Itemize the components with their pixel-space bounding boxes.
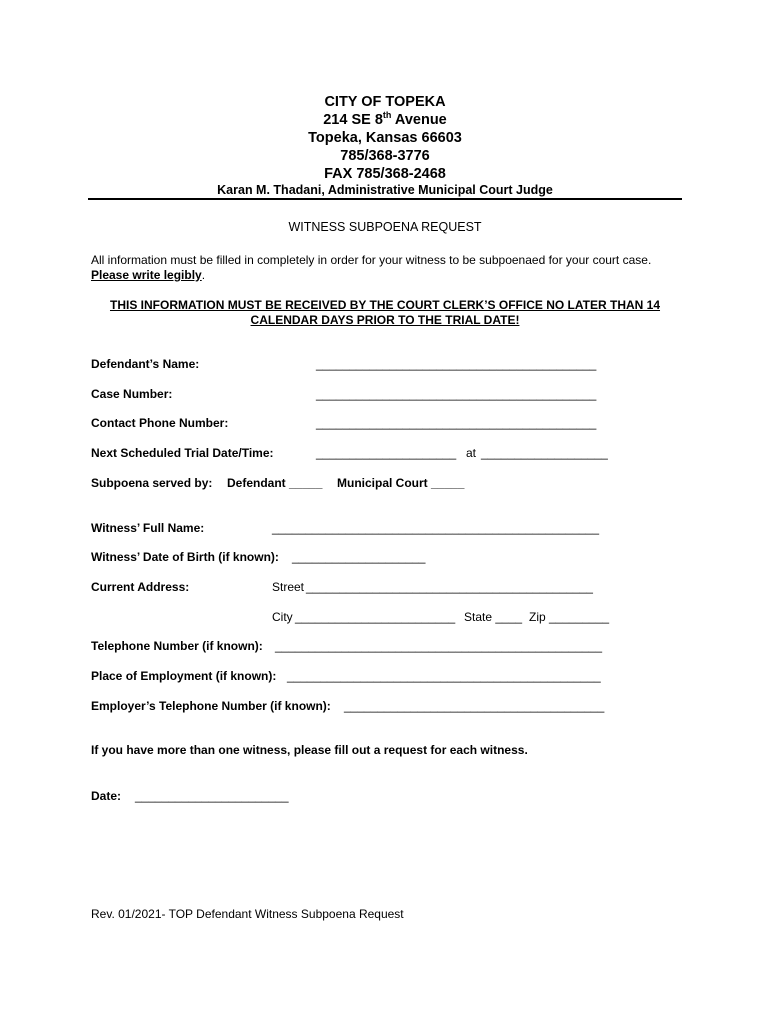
employer-phone-label: Employer’s Telephone Number (if known): <box>91 699 331 713</box>
intro-text: All information must be filled in completely in order for your witness to be subpoenaed for your court case. <box>91 253 652 267</box>
address-city: Topeka, Kansas 66603 <box>308 130 462 146</box>
address-street <box>0 112 770 128</box>
employer-phone-field[interactable]: _______________________________________ <box>344 699 605 713</box>
case-number-field[interactable]: __________________________________________ <box>316 387 597 401</box>
deadline-notice-2: CALENDAR DAYS PRIOR TO THE TRIAL DATE! <box>250 313 520 327</box>
street-label: Street <box>272 580 305 594</box>
street-prefix: 214 SE 8 <box>323 112 383 128</box>
witness-name-label: Witness’ Full Name: <box>91 521 205 535</box>
served-by-label: Subpoena served by: <box>91 476 213 490</box>
intro-legibly <box>91 268 205 282</box>
contact-phone-field[interactable]: __________________________________________ <box>316 416 597 430</box>
revision-footer: Rev. 01/2021- TOP Defendant Witness Subpoena Request <box>91 907 404 921</box>
deadline-notice-1: THIS INFORMATION MUST BE RECEIVED BY THE COURT CLERK’S OFFICE NO LATER THAN 14 <box>109 298 661 312</box>
zip-field[interactable]: Zip _________ <box>529 610 610 624</box>
trial-date-field[interactable]: _____________________ <box>316 446 457 460</box>
contact-phone-label: Contact Phone Number: <box>91 416 229 430</box>
case-number-label: Case Number: <box>91 387 173 401</box>
city-field[interactable]: ________________________ <box>295 610 456 624</box>
served-court-option[interactable]: Municipal Court _____ <box>337 476 465 490</box>
legibly-period: . <box>201 268 206 282</box>
witness-dob-field[interactable]: ____________________ <box>292 550 426 564</box>
date-field[interactable]: _______________________ <box>135 789 289 803</box>
current-address-label: Current Address: <box>91 580 190 594</box>
multiple-witness-note: If you have more than one witness, please fill out a request for each witness. <box>91 743 528 757</box>
telephone-field[interactable]: _________________________________________________ <box>275 639 603 653</box>
telephone-label: Telephone Number (if known): <box>91 639 263 653</box>
trial-date-label: Next Scheduled Trial Date/Time: <box>91 446 274 460</box>
employment-label: Place of Employment (if known): <box>91 669 277 683</box>
judge-name: Karan M. Thadani, Administrative Municipal Court Judge <box>217 183 553 197</box>
served-defendant-option[interactable]: Defendant _____ <box>227 476 323 490</box>
state-field[interactable]: State ____ <box>464 610 523 624</box>
fax-number: FAX 785/368-2468 <box>324 166 446 182</box>
street-sup: th <box>382 110 392 121</box>
defendant-name-field[interactable]: __________________________________________ <box>316 357 597 371</box>
witness-dob-label: Witness’ Date of Birth (if known): <box>91 550 279 564</box>
date-label: Date: <box>91 789 122 803</box>
phone-number: 785/368-3776 <box>340 148 430 164</box>
legibly-note: Please write legibly <box>91 268 202 282</box>
street-field[interactable]: ___________________________________________ <box>306 580 593 594</box>
street-suffix: Avenue <box>391 112 447 128</box>
form-title: WITNESS SUBPOENA REQUEST <box>288 220 482 234</box>
city-label: City <box>272 610 293 624</box>
defendant-name-label: Defendant’s Name: <box>91 357 200 371</box>
city-heading: CITY OF TOPEKA <box>324 94 446 110</box>
employment-field[interactable]: _______________________________________________ <box>287 669 601 683</box>
trial-time-field[interactable]: ___________________ <box>481 446 608 460</box>
header-divider <box>88 198 682 200</box>
trial-at-label: at <box>466 446 477 460</box>
witness-name-field[interactable]: _________________________________________________ <box>272 521 600 535</box>
